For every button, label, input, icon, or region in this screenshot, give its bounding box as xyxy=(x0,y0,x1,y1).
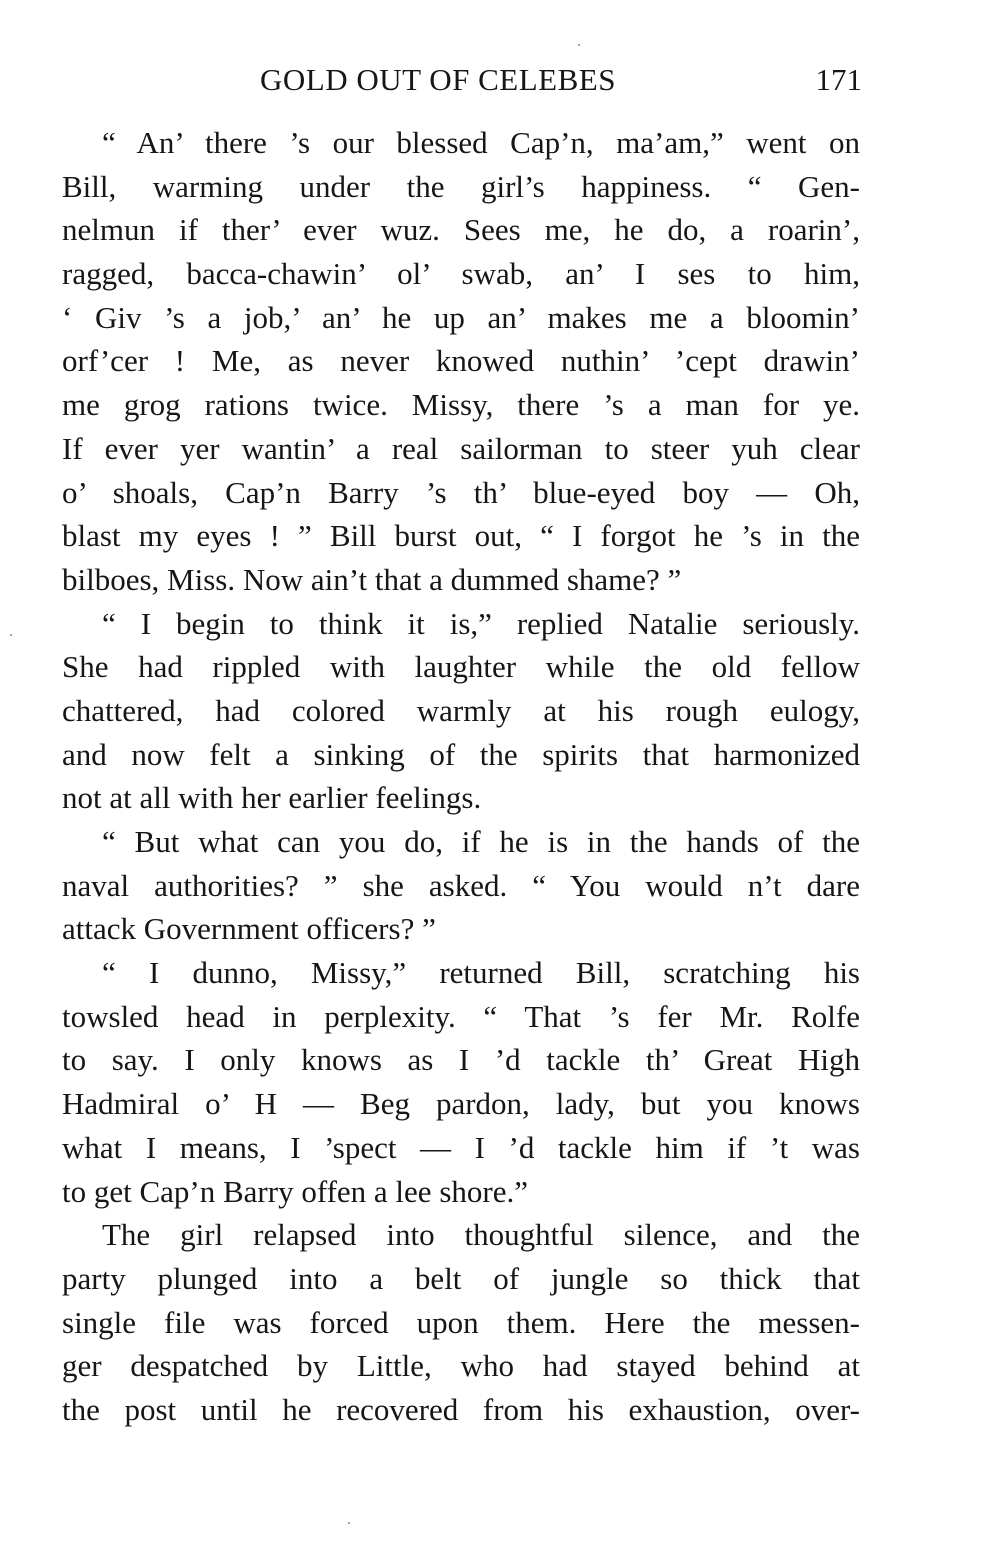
text-line: “ An’ there ’s our blessed Cap’n, ma’am,” went on xyxy=(102,125,860,160)
text-line: “ But what can you do, if he is in the hands of the xyxy=(102,824,860,859)
running-head xyxy=(62,60,862,100)
text-line: ‘ Giv ’s a job,’ an’ he up an’ makes me a bloomin’ xyxy=(62,299,860,335)
body-text xyxy=(62,121,860,1432)
text-line: what I means, I ’spect — I ’d tackle him if ’t was xyxy=(62,1129,860,1165)
text-line: to say. I only knows as I ’d tackle th’ Great High xyxy=(62,1042,860,1078)
text-line: “ I dunno, Missy,” returned Bill, scratching his xyxy=(102,955,860,991)
running-title: GOLD OUT OF CELEBES xyxy=(260,62,616,97)
text-line: party plunged into a belt of jungle so thick that xyxy=(62,1260,860,1296)
text-line: “ I begin to think it is,” replied Natalie seriously. xyxy=(102,605,860,641)
text-line: to get Cap’n Barry offen a lee shore.” xyxy=(62,1173,528,1209)
text-line: Bill, warming under the girl’s happiness. “ Gen- xyxy=(62,168,860,204)
text-line: me grog rations twice. Missy, there ’s a man for ye. xyxy=(62,387,860,423)
print-speck xyxy=(348,1522,350,1524)
text-line: towsled head in perplexity. “ That ’s fer Mr. Rolfe xyxy=(62,998,860,1034)
text-line: ragged, bacca-chawin’ ol’ swab, an’ I ses to him, xyxy=(62,256,860,292)
text-line: the post until he recovered from his exhaustion, over- xyxy=(62,1391,860,1427)
text-line: naval authorities? ” she asked. “ You would n’t dare xyxy=(62,867,860,903)
text-line: chattered, had colored warmly at his rough eulogy, xyxy=(62,692,860,728)
text-line: The girl relapsed into thoughtful silence, and the xyxy=(102,1217,860,1253)
print-speck xyxy=(578,44,580,46)
text-line: attack Government officers? ” xyxy=(62,911,436,947)
text-line: bilboes, Miss. Now ain’t that a dummed shame? ” xyxy=(62,561,682,597)
text-line: nelmun if ther’ ever wuz. Sees me, he do, a roarin’, xyxy=(62,212,860,248)
text-line: and now felt a sinking of the spirits that harmonized xyxy=(62,736,860,772)
text-line: o’ shoals, Cap’n Barry ’s th’ blue-eyed boy — Oh, xyxy=(62,474,860,510)
text-line: blast my eyes ! ” Bill burst out, “ I forgot he ’s in the xyxy=(62,518,860,554)
print-speck xyxy=(10,634,12,636)
text-line: orf’cer ! Me, as never knowed nuthin’ ’cept drawin’ xyxy=(62,343,860,379)
text-line: ger despatched by Little, who had stayed behind at xyxy=(62,1348,860,1384)
text-line: single file was forced upon them. Here the messen- xyxy=(62,1304,860,1340)
text-line: not at all with her earlier feelings. xyxy=(62,780,482,816)
text-line: If ever yer wantin’ a real sailorman to steer yuh clear xyxy=(62,430,860,466)
text-line: Hadmiral o’ H — Beg pardon, lady, but you knows xyxy=(62,1086,860,1122)
text-line: She had rippled with laughter while the old fellow xyxy=(62,649,860,685)
page-number: 171 xyxy=(815,62,862,97)
